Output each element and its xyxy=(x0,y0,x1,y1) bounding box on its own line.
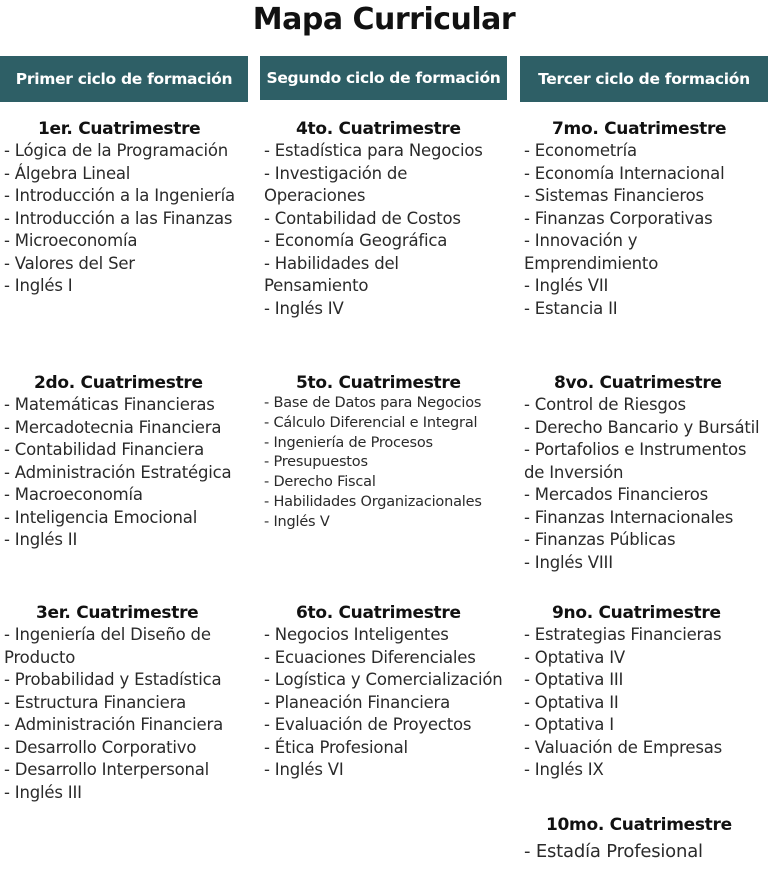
course-item: - Inglés VI xyxy=(264,760,344,779)
course-item: - Inglés IX xyxy=(524,760,604,779)
course-item: - Mercados Financieros xyxy=(524,485,709,504)
course-item: - Desarrollo Interpersonal xyxy=(4,760,210,779)
course-item: - Administración Estratégica xyxy=(4,462,232,482)
course-list xyxy=(264,394,508,533)
term-block xyxy=(524,814,768,864)
course-item: - Habilidades del Pensamiento xyxy=(264,253,399,295)
cycle-header-2: Segundo ciclo de formación xyxy=(260,56,507,100)
course-item: - Estancia II xyxy=(524,298,618,318)
course-list xyxy=(524,140,768,320)
course-item: - Inglés VII xyxy=(524,276,609,295)
course-item: - Inglés II xyxy=(4,530,78,549)
course-item: - Desarrollo Corporativo xyxy=(4,737,197,757)
course-item: - Ingeniería del Diseño de Producto xyxy=(4,625,211,667)
course-item: - Presupuestos xyxy=(264,454,368,471)
course-item: - Economía Geográfica xyxy=(264,231,448,250)
course-item: - Negocios Inteligentes xyxy=(264,625,449,644)
term-title: 9no. Cuatrimestre xyxy=(552,603,721,623)
course-item: - Sistemas Financieros xyxy=(524,186,704,205)
course-item: - Lógica de la Programación xyxy=(4,141,229,160)
term-block xyxy=(4,372,248,552)
course-item: - Estructura Financiera xyxy=(4,692,187,712)
course-item: - Álgebra Lineal xyxy=(4,163,131,183)
term-block xyxy=(264,602,508,782)
course-item: - Estadística para Negocios xyxy=(264,141,483,160)
course-list xyxy=(4,394,248,552)
term-block xyxy=(524,602,768,782)
course-item: - Planeación Financiera xyxy=(264,692,451,712)
course-item: - Habilidades Organizacionales xyxy=(264,493,482,510)
course-item: - Inglés I xyxy=(4,276,73,295)
term-block xyxy=(264,118,508,320)
course-item: - Control de Riesgos xyxy=(524,395,686,414)
term-title: 5to. Cuatrimestre xyxy=(296,373,461,393)
course-item: - Inglés VIII xyxy=(524,552,613,572)
course-item: - Estrategias Financieras xyxy=(524,625,722,644)
course-item: - Finanzas Públicas xyxy=(524,530,676,549)
course-item: - Valores del Ser xyxy=(4,253,135,273)
course-item: - Ecuaciones Diferenciales xyxy=(264,647,476,667)
course-item: - Logística y Comercialización xyxy=(264,670,503,689)
course-item: - Evaluación de Proyectos xyxy=(264,715,472,734)
course-item: - Valuación de Empresas xyxy=(524,737,723,757)
course-item: - Derecho Bancario y Bursátil xyxy=(524,417,760,437)
cycle-header-1: Primer ciclo de formación xyxy=(0,56,248,102)
term-title: 4to. Cuatrimestre xyxy=(296,119,461,139)
course-item: - Estadía Profesional xyxy=(524,841,703,862)
term-block xyxy=(524,372,768,574)
course-item: - Portafolios e Instrumentos de Inversión xyxy=(524,440,747,482)
course-item: - Introducción a las Finanzas xyxy=(4,208,233,228)
term-title: 3er. Cuatrimestre xyxy=(36,603,199,623)
course-item: - Optativa I xyxy=(524,715,614,734)
term-title: 7mo. Cuatrimestre xyxy=(552,119,727,139)
course-list xyxy=(264,140,508,320)
page-title: Mapa Curricular xyxy=(252,2,516,37)
course-list xyxy=(524,840,768,864)
term-title: 1er. Cuatrimestre xyxy=(38,119,201,139)
course-item: - Optativa II xyxy=(524,692,619,712)
course-item: - Matemáticas Financieras xyxy=(4,395,215,414)
course-item: - Inglés V xyxy=(264,513,330,530)
course-item: - Cálculo Diferencial e Integral xyxy=(264,414,478,431)
course-list xyxy=(524,394,768,574)
course-item: - Ingeniería de Procesos xyxy=(264,434,433,451)
term-title: 2do. Cuatrimestre xyxy=(34,373,203,393)
course-item: - Inglés IV xyxy=(264,298,344,318)
course-item: - Inglés III xyxy=(4,782,82,802)
course-item: - Inteligencia Emocional xyxy=(4,507,198,527)
term-block xyxy=(4,602,248,804)
course-item: - Mercadotecnia Financiera xyxy=(4,417,222,437)
course-item: - Contabilidad de Costos xyxy=(264,208,461,228)
course-item: - Optativa III xyxy=(524,670,624,689)
course-item: - Macroeconomía xyxy=(4,485,143,504)
course-item: - Innovación y Emprendimiento xyxy=(524,231,659,273)
course-list xyxy=(4,624,248,804)
course-item: - Finanzas Corporativas xyxy=(524,208,713,228)
course-item: - Optativa IV xyxy=(524,647,625,667)
course-list xyxy=(524,624,768,782)
term-block xyxy=(524,118,768,320)
course-item: - Economía Internacional xyxy=(524,163,725,183)
term-title: 10mo. Cuatrimestre xyxy=(546,815,732,835)
course-item: - Base de Datos para Negocios xyxy=(264,395,482,411)
course-item: - Introducción a la Ingeniería xyxy=(4,186,235,205)
term-block xyxy=(4,118,248,298)
course-list xyxy=(264,624,508,782)
course-item: - Probabilidad y Estadística xyxy=(4,670,222,689)
course-item: - Finanzas Internacionales xyxy=(524,507,734,527)
course-item: - Ética Profesional xyxy=(264,737,408,757)
course-list xyxy=(4,140,248,298)
term-title: 6to. Cuatrimestre xyxy=(296,603,461,623)
course-item: - Econometría xyxy=(524,141,637,160)
course-item: - Microeconomía xyxy=(4,231,138,250)
course-item: - Administración Financiera xyxy=(4,715,223,734)
course-item: - Derecho Fiscal xyxy=(264,474,376,491)
course-item: - Investigación de Operaciones xyxy=(264,163,408,205)
term-block xyxy=(264,372,508,533)
term-title: 8vo. Cuatrimestre xyxy=(554,373,722,393)
course-item: - Contabilidad Financiera xyxy=(4,440,204,459)
cycle-header-3: Tercer ciclo de formación xyxy=(520,56,768,102)
